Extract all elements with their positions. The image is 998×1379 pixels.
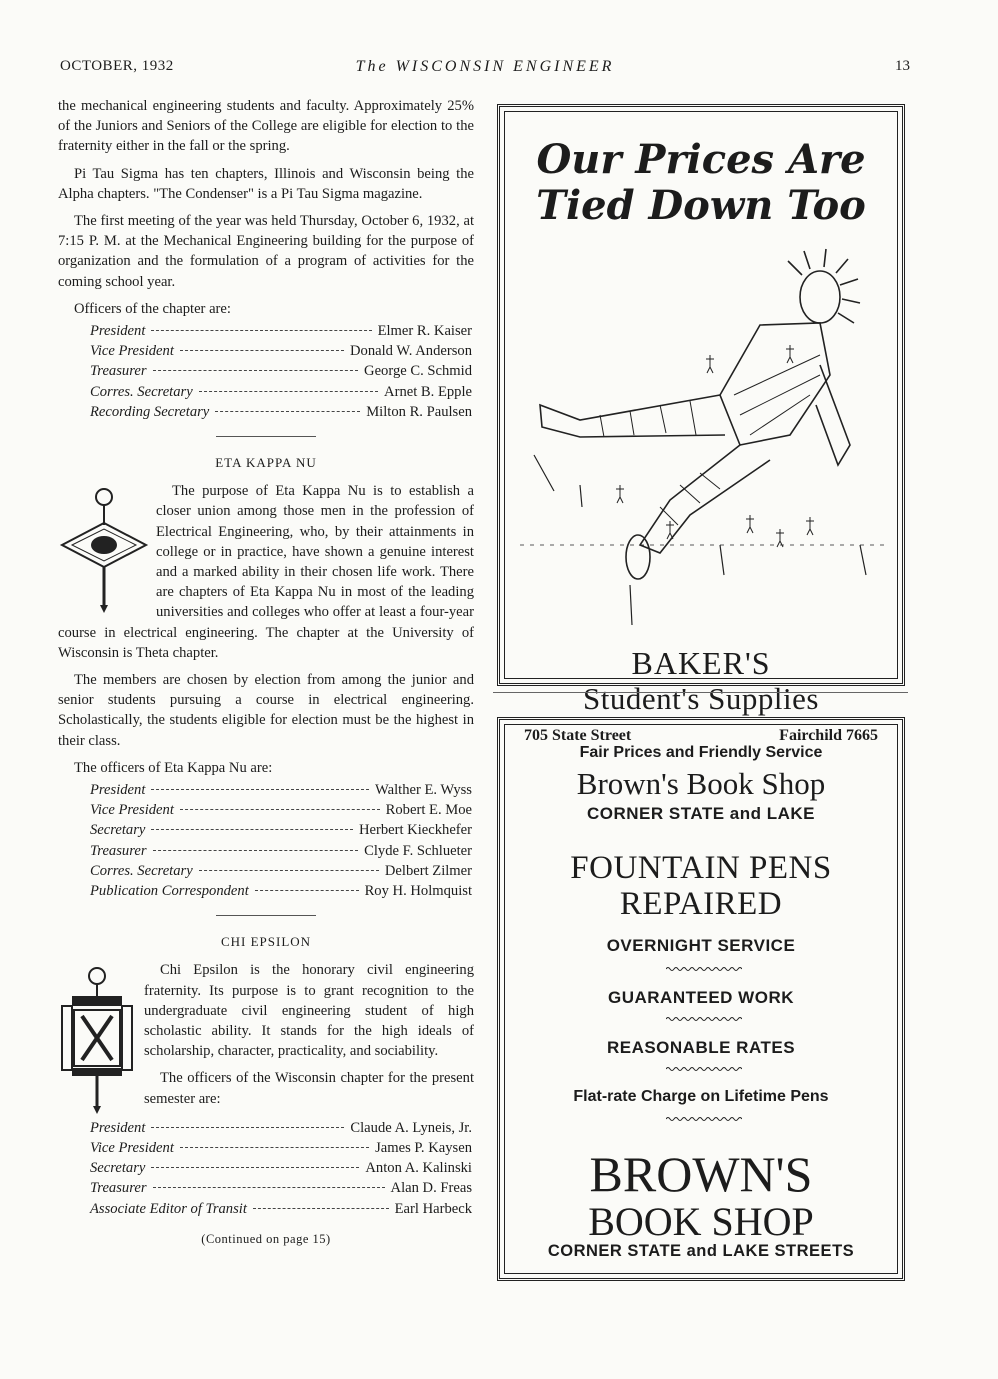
- officer-row: [90, 361, 472, 381]
- officer-role: Corres. Secretary: [90, 862, 193, 879]
- ad-subtitle: Student's Supplies: [583, 681, 819, 716]
- headline-line-2: Tied Down Too: [536, 182, 866, 229]
- officer-role: Vice President: [90, 1139, 174, 1156]
- chi-epsilon-text: Chi Epsilon is the honorary civil engineering fraternity. Its purpose is to grant recognition to the undergraduate civil engineering student of high scholastic ability. It stands for the high ideals of scholarship, character, practicality, and sociability.: [144, 962, 474, 1060]
- officer-role: Treasurer: [90, 842, 147, 859]
- officers-list-chi-epsilon: [90, 1118, 472, 1219]
- squiggle-divider-icon: [666, 966, 742, 972]
- officer-row: [90, 881, 472, 901]
- ad-divider: [493, 692, 908, 693]
- continued-note: (Continued on page 15): [201, 1231, 331, 1246]
- ad-location: CORNER STATE and LAKE: [586, 804, 816, 823]
- magazine-title: The WISCONSIN ENGINEER: [355, 58, 615, 75]
- officer-role: Vice President: [90, 343, 174, 360]
- service-line-2: REPAIRED: [619, 886, 783, 922]
- officer-row: [90, 780, 472, 800]
- officer-row: [90, 1178, 472, 1198]
- officer-role: Secretary: [90, 822, 146, 839]
- section-title-eta-kappa-nu: ETA KAPPA NU: [215, 454, 317, 470]
- squiggle-divider-icon: [666, 1116, 742, 1122]
- paragraph: The first meeting of the year was held Thursday, October 6, 1932, at 7:15 P. M. at the Mechanical Engineering building for the purpose of organization and the formulation of a program of activities for the coming school year.: [58, 213, 474, 290]
- ad-big-brand: BROWN'S: [589, 1146, 813, 1202]
- officer-name: Claude A. Lyneis, Jr.: [350, 1119, 472, 1136]
- officer-role: Corres. Secretary: [90, 383, 193, 400]
- officer-role: Treasurer: [90, 363, 147, 380]
- ad-feature: Flat-rate Charge on Lifetime Pens: [573, 1088, 829, 1105]
- paragraph: The members are chosen by election from among the junior and senior students pursuing a course in electrical engineering. Scholastically, the students eligible for election must be the highest in their class.: [58, 672, 474, 749]
- officer-role: Treasurer: [90, 1180, 147, 1197]
- section-divider: [216, 915, 316, 916]
- squiggle-divider-icon: [666, 1066, 742, 1072]
- officer-name: Earl Harbeck: [394, 1200, 472, 1217]
- officer-name: Roy H. Holmquist: [364, 882, 472, 899]
- gulliver-illustration-icon: [520, 245, 890, 630]
- officer-row: [90, 800, 472, 820]
- section-divider: [216, 436, 316, 437]
- officer-role: President: [90, 782, 146, 799]
- officer-name: Herbert Kieckhefer: [358, 822, 472, 839]
- page-number: 13: [895, 58, 910, 74]
- officer-name: Walther E. Wyss: [375, 782, 472, 799]
- ad-feature: OVERNIGHT SERVICE: [606, 936, 796, 955]
- officer-row: [90, 820, 472, 840]
- officers-list-pi-tau-sigma: [90, 321, 472, 422]
- issue-date: OCTOBER, 1932: [60, 58, 174, 74]
- paragraph: [58, 481, 474, 663]
- ad-big-shop: BOOK SHOP: [588, 1199, 814, 1244]
- officer-name: Alan D. Freas: [390, 1180, 472, 1197]
- ad-brand: BAKER'S: [631, 645, 771, 681]
- ad-phone: Fairchild 7665: [779, 727, 878, 744]
- officer-name: James P. Kaysen: [375, 1139, 472, 1156]
- officer-row: [90, 402, 472, 422]
- ad-address: 705 State Street: [524, 727, 632, 744]
- officer-name: Clyde F. Schlueter: [364, 842, 472, 859]
- squiggle-divider-icon: [666, 1016, 742, 1022]
- officer-role: President: [90, 1119, 146, 1136]
- officer-row: [90, 321, 472, 341]
- headline-line-1: Our Prices Are: [536, 136, 866, 183]
- ad-feature: REASONABLE RATES: [606, 1038, 796, 1057]
- officer-row: [90, 1118, 472, 1138]
- ad-location-full: CORNER STATE and LAKE STREETS: [547, 1242, 855, 1260]
- officer-name: George C. Schmid: [364, 363, 472, 380]
- officer-role: Publication Correspondent: [90, 882, 249, 899]
- ad-feature: GUARANTEED WORK: [608, 988, 794, 1007]
- paragraph: The officers of the Wisconsin chapter for the present semester are:: [144, 1070, 474, 1107]
- officer-role: Associate Editor of Transit: [90, 1200, 247, 1217]
- officer-role: President: [90, 323, 146, 340]
- officer-row: [90, 1199, 472, 1219]
- paragraph: [58, 960, 474, 1061]
- officer-name: Robert E. Moe: [385, 802, 472, 819]
- officer-name: Delbert Zilmer: [384, 862, 472, 879]
- officer-row: [90, 1158, 472, 1178]
- officer-row: [90, 841, 472, 861]
- officer-row: [90, 1138, 472, 1158]
- officers-intro: The officers of Eta Kappa Nu are:: [74, 759, 273, 776]
- ad-headline: [500, 137, 902, 229]
- article-column: [58, 96, 474, 1249]
- paragraph: the mechanical engineering students and faculty. Approximately 25% of the Juniors and Seniors of the College are eligible for election to the fraternity either in the fall or the spring.: [58, 98, 474, 155]
- bakers-advertisement: [497, 104, 905, 744]
- eta-kappa-nu-emblem-icon: [58, 483, 150, 613]
- browns-advertisement: [497, 717, 905, 1281]
- officer-role: Recording Secretary: [90, 403, 210, 420]
- chi-epsilon-emblem-icon: [58, 964, 136, 1114]
- officer-name: Milton R. Paulsen: [366, 403, 472, 420]
- officer-row: [90, 861, 472, 881]
- officer-name: Elmer R. Kaiser: [377, 323, 472, 340]
- section-title-chi-epsilon: CHI EPSILON: [220, 934, 312, 950]
- ad-service-heading: [500, 850, 902, 922]
- officer-name: Arnet B. Epple: [384, 383, 472, 400]
- service-line-1: FOUNTAIN PENS: [570, 850, 832, 886]
- ad-tagline: Fair Prices and Friendly Service: [579, 744, 823, 761]
- officer-row: [90, 382, 472, 402]
- officers-intro: Officers of the chapter are:: [74, 300, 231, 317]
- officer-name: Anton A. Kalinski: [365, 1160, 472, 1177]
- ad-shop-name: Brown's Book Shop: [576, 766, 826, 801]
- officer-role: Secretary: [90, 1160, 146, 1177]
- paragraph: Pi Tau Sigma has ten chapters, Illinois and Wisconsin being the Alpha chapters. "The Condenser" is a Pi Tau Sigma magazine.: [58, 165, 474, 202]
- officer-role: Vice President: [90, 802, 174, 819]
- officer-name: Donald W. Anderson: [349, 343, 472, 360]
- page-header: [60, 58, 910, 80]
- eta-kappa-nu-text: The purpose of Eta Kappa Nu is to establish a closer union among those men in the profession of Electrical Engineering, who, by their attainments in college or in practice, have shown a genuine interest and a marked ability in their chosen life work. There are chapters of Eta Kappa Nu in most of the leading universities and colleges who offer at least a four-year course in electrical engineering. The chapter at the University of Wisconsin is Theta chapter.: [58, 483, 474, 661]
- officer-row: [90, 341, 472, 361]
- officers-list-eta-kappa-nu: [90, 780, 472, 901]
